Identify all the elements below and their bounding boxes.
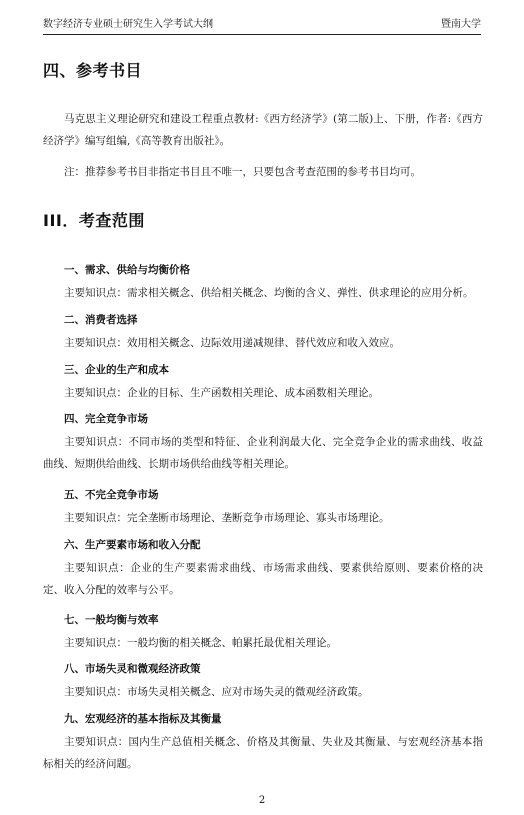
topic-title: 九、宏观经济的基本指标及其衡量: [64, 713, 222, 725]
topic-title: 二、消费者选择: [64, 314, 138, 326]
header-left-title: 数字经济专业硕士研究生入学考试大纲: [43, 19, 213, 30]
topic-content: 主要知识点：效用相关概念、边际效用递减规律、替代效应和收入效应。: [64, 337, 400, 349]
topic-title: 三、企业的生产和成本: [64, 364, 169, 376]
page-header: [43, 14, 481, 35]
topic-title: 一、需求、供给与均衡价格: [64, 264, 190, 276]
header-right-university: 暨南大学: [441, 19, 481, 30]
topic-content: 主要知识点：市场失灵相关概念、应对市场失灵的微观经济政策。: [64, 686, 369, 698]
topic-title: 四、完全竞争市场: [64, 413, 148, 425]
topic-title: 八、市场失灵和微观经济政策: [64, 663, 201, 675]
reference-note-paragraph: 注：推荐参考书目非指定书目且不唯一，只要包含考查范围的参考书目均可。: [64, 166, 421, 178]
topic-content: 主要知识点：需求相关概念、供给相关概念、均衡的含义、弹性、供求理论的应用分析。: [64, 287, 474, 299]
topic-content: 主要知识点：不同市场的类型和特征、企业利润最大化、完全竞争企业的需求曲线、收益曲线、短期供给曲线、长期市场供给曲线等相关理论。: [43, 436, 483, 470]
topic-title: 七、一般均衡与效率: [64, 614, 159, 626]
page-number: 2: [258, 795, 266, 806]
topic-content: 主要知识点：企业的生产要素需求曲线、市场需求曲线、要素供给原则、要素价格的决定、收入分配的效率与公平。: [43, 562, 483, 596]
reference-book-paragraph: 马克思主义理论研究和建设工程重点教材:《西方经济学》(第二版)上、下册，作者:《西方经济学》编写组编,《高等教育出版社》。: [43, 113, 483, 147]
section-title-references: 四、参考书目: [43, 61, 143, 80]
topic-content: 主要知识点：企业的目标、生产函数相关理论、成本函数相关理论。: [64, 387, 379, 399]
topic-content: 主要知识点：完全垄断市场理论、垄断竞争市场理论、寡头市场理论。: [64, 512, 390, 524]
topic-content: 主要知识点：国内生产总值相关概念、价格及其衡量、失业及其衡量、与宏观经济基本指标相关的经济问题。: [43, 736, 483, 770]
topic-title: 六、生产要素市场和收入分配: [64, 539, 201, 551]
section-title-exam-scope: III．考查范围: [43, 211, 145, 230]
topic-title: 五、不完全竞争市场: [64, 489, 159, 501]
topic-content: 主要知识点：一般均衡的相关概念、帕累托最优相关理论。: [64, 637, 337, 649]
